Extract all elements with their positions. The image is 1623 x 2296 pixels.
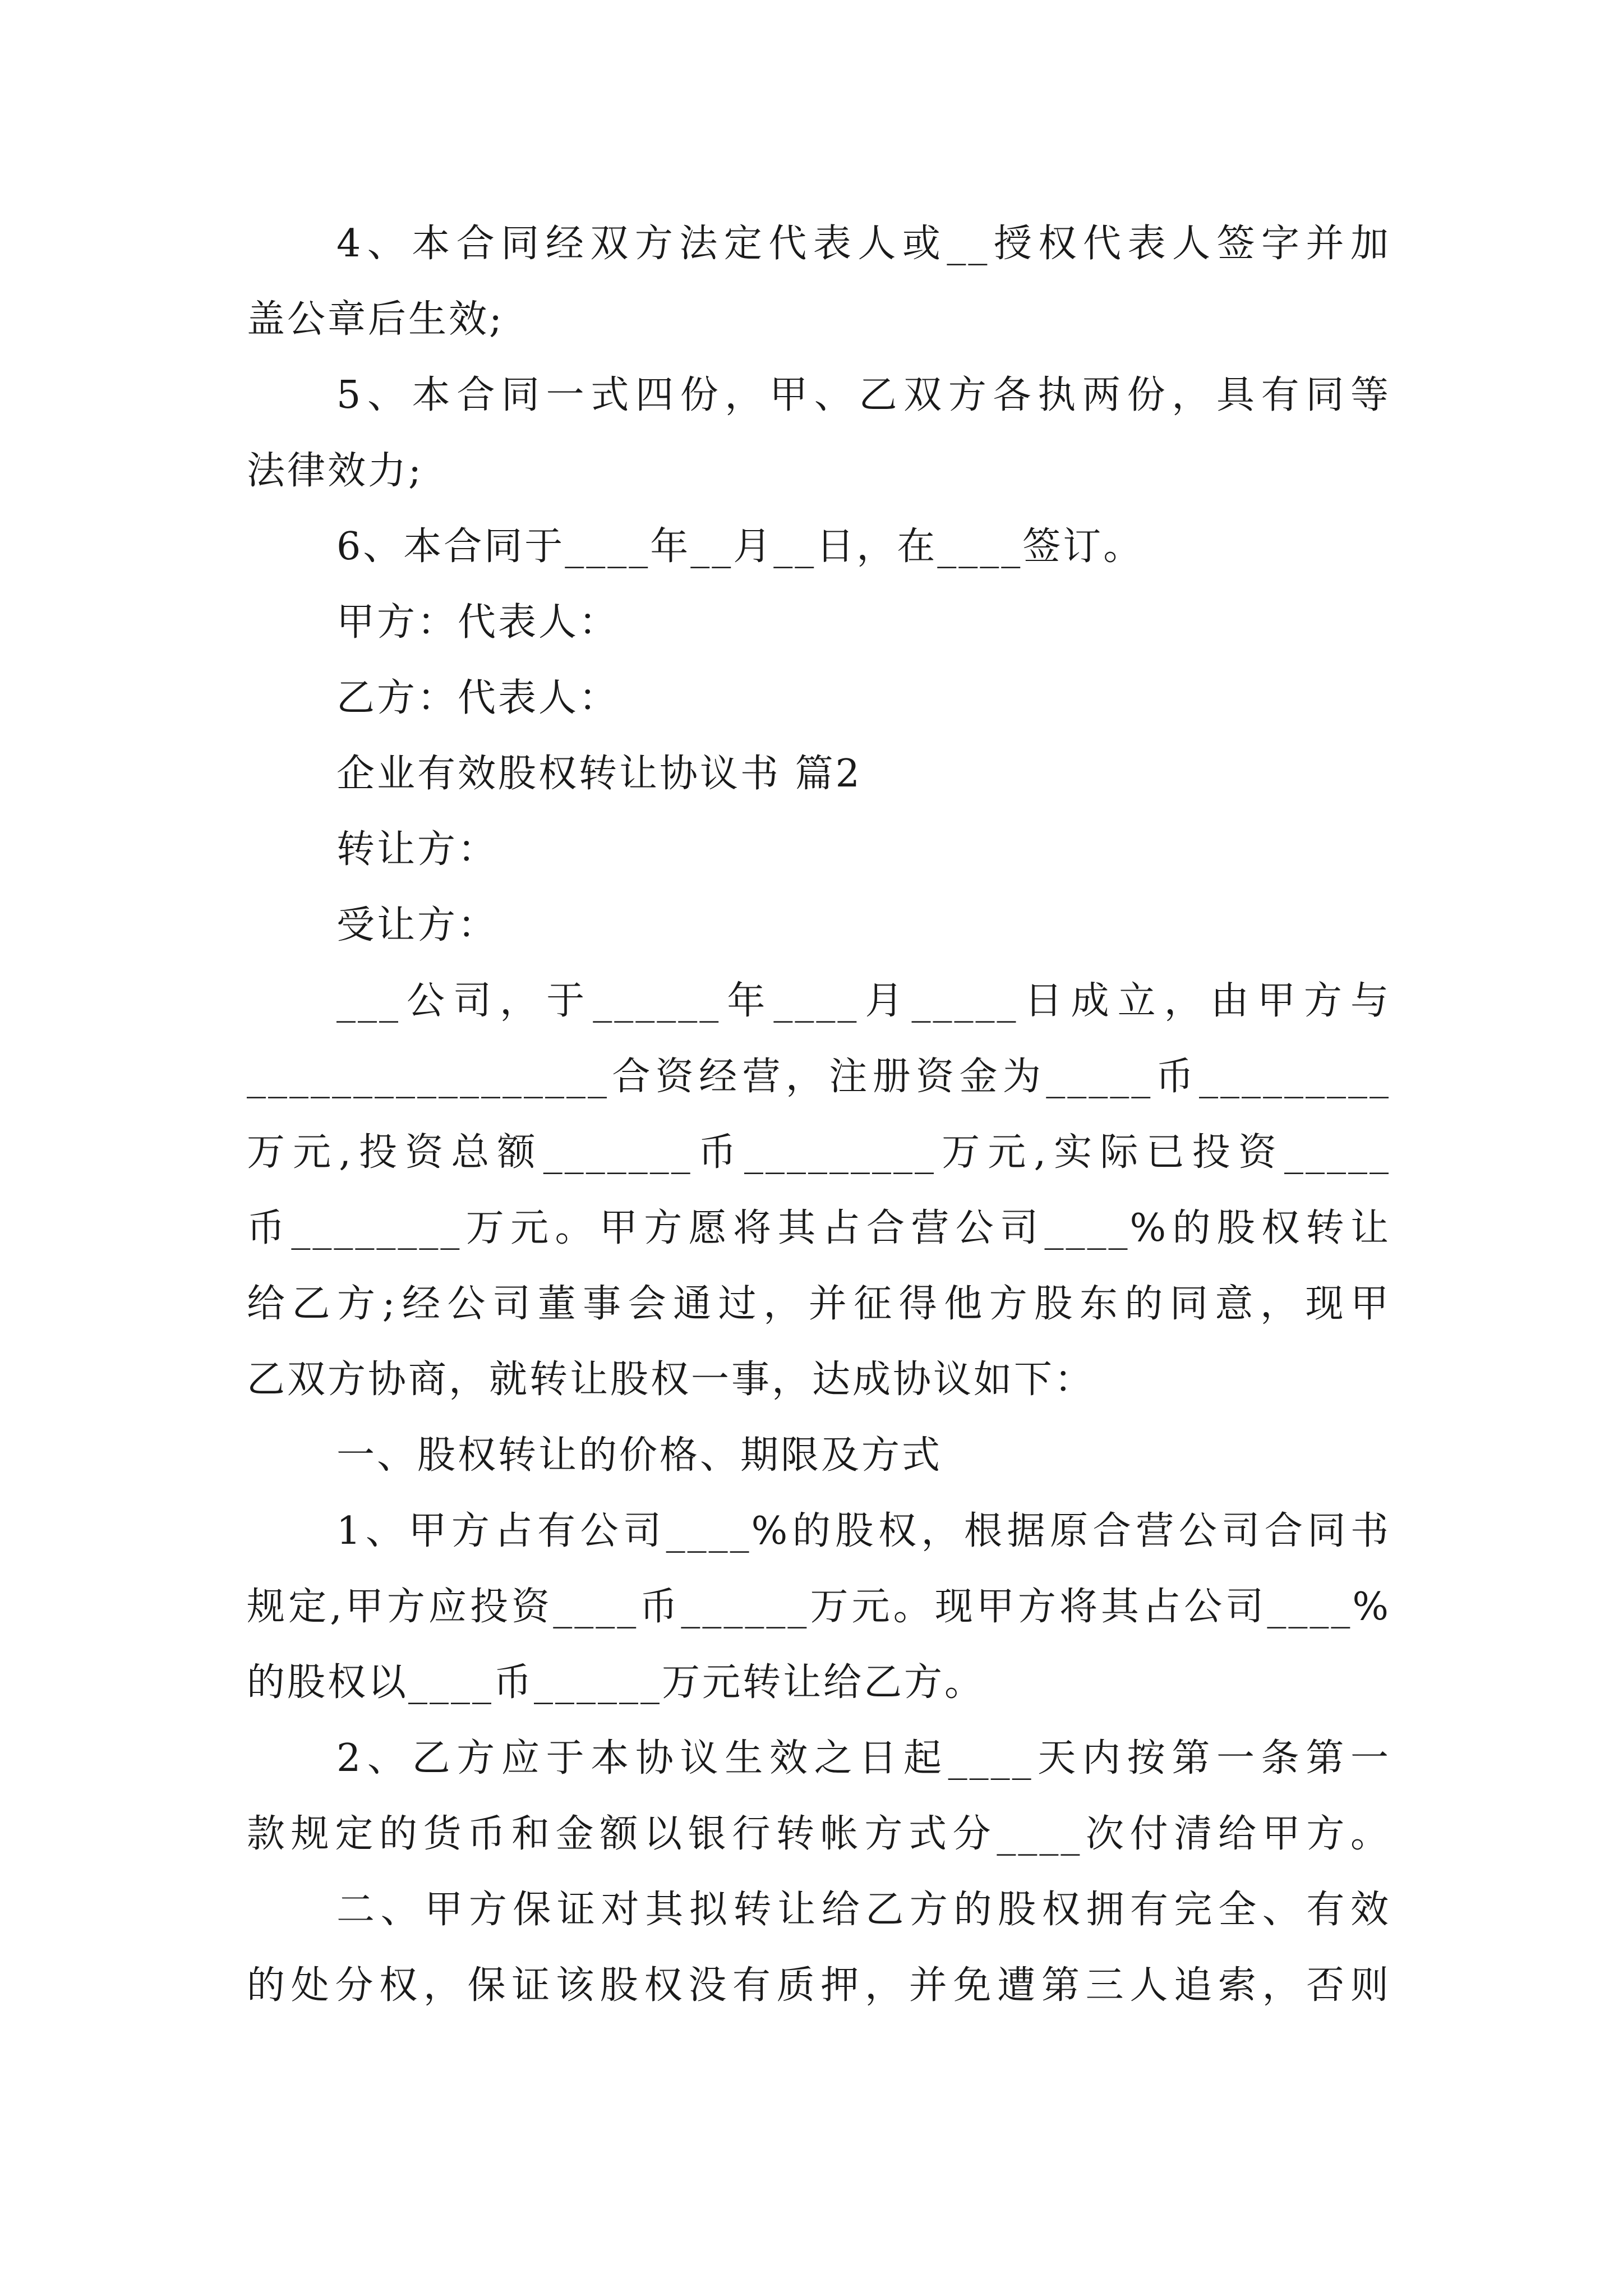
preamble-line-4: 币________万元。甲方愿将其占合营公司____%的股权转让 xyxy=(247,1206,1391,1250)
transferee-label: 受让方： xyxy=(336,903,499,947)
preamble-line-1: ___公司，于______年____月_____日成立，由甲方与 xyxy=(336,979,1391,1023)
article-1-item-1-line-3: 的股权以____币______万元转让给乙方。 xyxy=(247,1660,985,1705)
party-b-signature: 乙方：代表人： xyxy=(336,676,620,720)
party-a-signature: 甲方：代表人： xyxy=(336,600,620,645)
clause-5-line-2: 法律效力; xyxy=(247,449,423,493)
clause-5-line-1: 5、本合同一式四份，甲、乙双方各执两份，具有同等 xyxy=(336,373,1391,417)
article-1-item-2-line-1: 2、乙方应于本协议生效之日起____天内按第一条第一 xyxy=(336,1736,1391,1780)
clause-6: 6、本合同于____年__月__日，在____签订。 xyxy=(336,524,1144,569)
clause-4-line-1: 4、本合同经双方法定代表人或__授权代表人签字并加 xyxy=(336,222,1391,266)
clause-4-line-2: 盖公章后生效; xyxy=(247,297,504,342)
article-1-item-1-line-1: 1、甲方占有公司____%的股权，根据原合营公司合同书 xyxy=(336,1509,1391,1553)
article-2-line-2: 的处分权，保证该股权没有质押，并免遭第三人追索，否则 xyxy=(247,1963,1391,2008)
preamble-line-6: 乙双方协商，就转让股权一事，达成协议如下： xyxy=(247,1358,1095,1402)
article-2-line-1: 二、甲方保证对其拟转让给乙方的股权拥有完全、有效 xyxy=(336,1888,1391,1932)
article-1-item-2-line-2: 款规定的货币和金额以银行转帐方式分____次付清给甲方。 xyxy=(247,1812,1391,1856)
preamble-line-3: 万元,投资总额_______币_________万元,实际已投资_____ xyxy=(247,1130,1391,1175)
preamble-line-2: _________________合资经营，注册资金为_____币_________ xyxy=(247,1055,1391,1099)
preamble-line-5: 给乙方;经公司董事会通过，并征得他方股东的同意，现甲 xyxy=(247,1282,1391,1326)
section-title: 企业有效股权转让协议书 篇2 xyxy=(336,752,862,796)
article-1-item-1-line-2: 规定,甲方应投资____币______万元。现甲方将其占公司____% xyxy=(247,1585,1391,1629)
transferor-label: 转让方： xyxy=(336,827,499,872)
article-1-heading: 一、股权转让的价格、期限及方式 xyxy=(336,1433,943,1478)
